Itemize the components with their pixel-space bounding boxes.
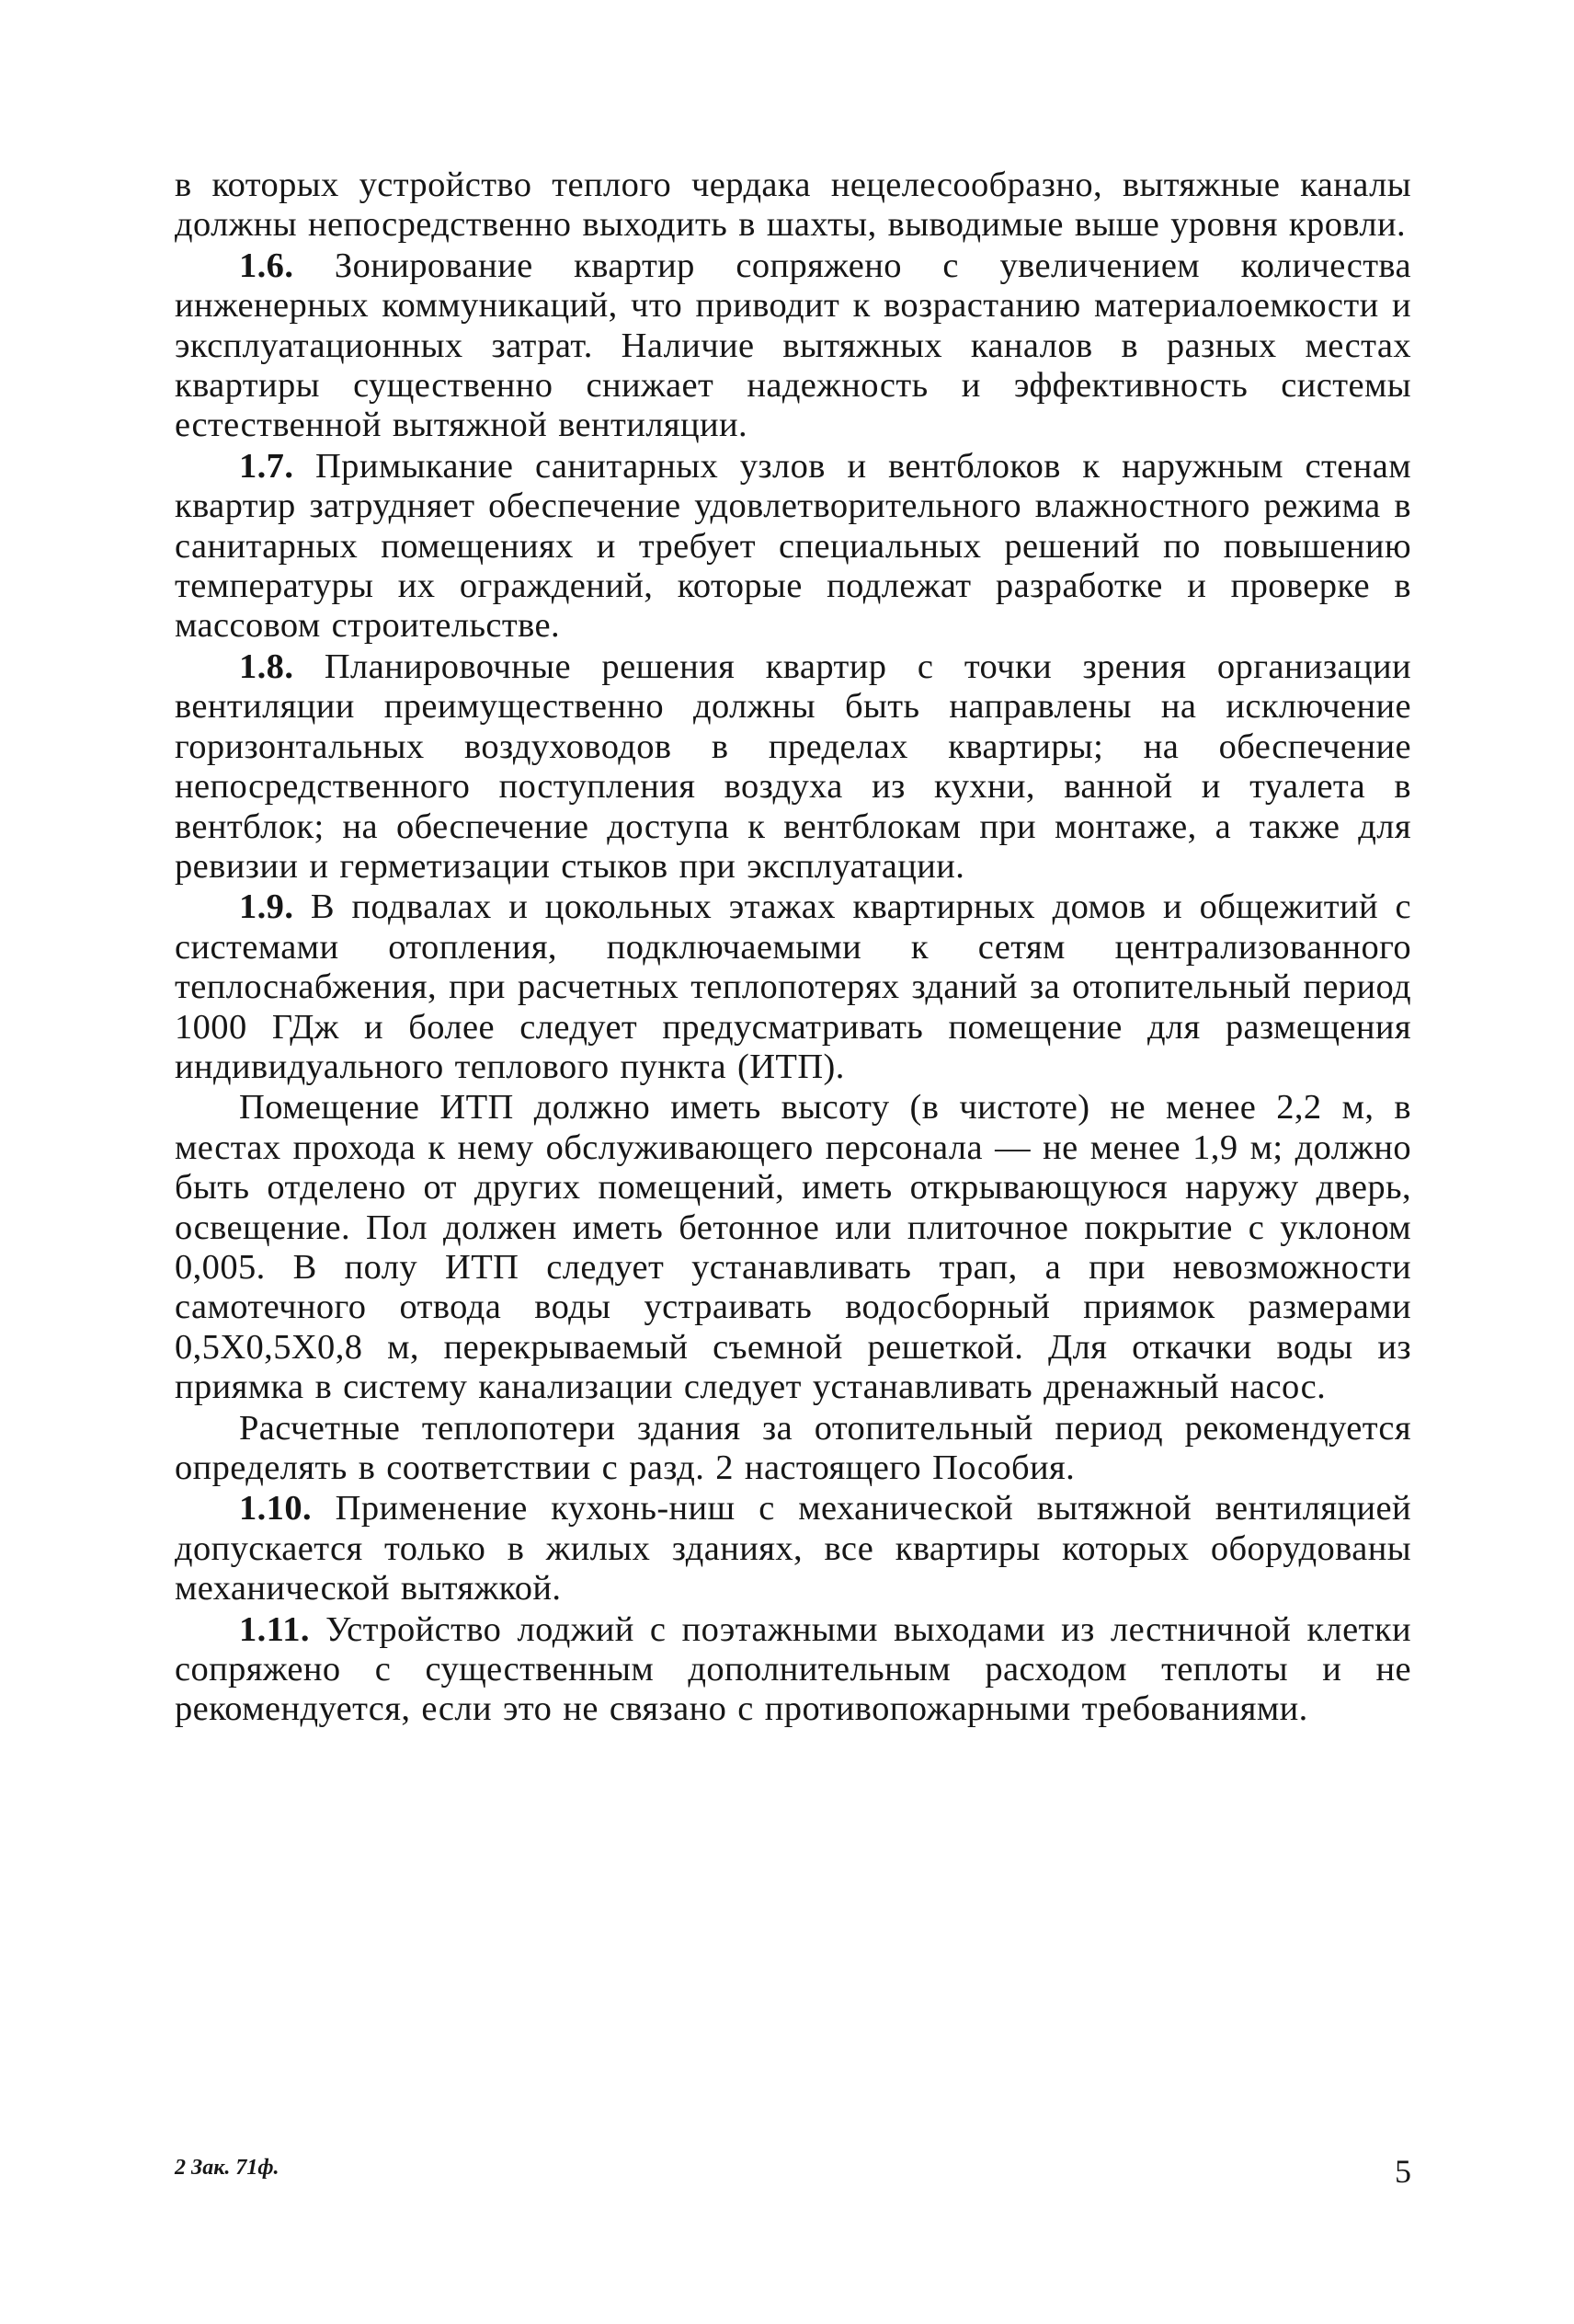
paragraph-number: 1.9. (239, 887, 294, 927)
paragraph-text: Применение кухонь-ниш с механической вытяжной вентиляцией допускается только в жилых зданиях, все квартиры которых оборудованы механической вытяжкой. (175, 1489, 1411, 1608)
page-footer (175, 2153, 1411, 2202)
paragraph-text: В подвалах и цокольных этажах квартирных домов и общежитий с системами отопления, подключаемыми к сетям централизованного теплоснабжения, при расчетных теплопотерях зданий за отопительный период 1000 ГДж и более следует предусматривать помещение для размещения индивидуального теплового пункта (ИТП). (175, 887, 1411, 1086)
paragraph-text: Планировочные решения квартир с точки зрения организации вентиляции преимущественно должны быть направлены на исключение горизонтальных воздуховодов в пределах квартиры; на обеспечение непосредственного поступления воздуха из кухни, ванной и туалета в вентблок; на обеспечение доступа к вентблокам при монтаже, а также для ревизии и герметизации стыков при эксплуатации. (175, 647, 1411, 886)
document-page (175, 166, 1411, 1731)
paragraph-number: 1.8. (239, 647, 294, 686)
print-order-signature: 2 Зак. 71ф. (175, 2156, 279, 2180)
paragraph-number: 1.7. (239, 446, 294, 486)
paragraph-1-10 (175, 1489, 1411, 1608)
paragraph-number: 1.10. (239, 1489, 312, 1528)
paragraph-1-9 (175, 887, 1411, 1087)
paragraph-1-7 (175, 447, 1411, 647)
paragraph-1-8 (175, 647, 1411, 887)
paragraph-heat-loss (175, 1409, 1411, 1489)
paragraph-text: Помещение ИТП должно иметь высоту (в чистоте) не менее 2,2 м, в местах прохода к нему обслуживающего персонала — не менее 1,9 м; должно быть отделено от других помещений, иметь открывающуюся наружу дверь, освещение. Пол должен иметь бетонное или плиточное покрытие с уклоном 0,005. В полу ИТП следует устанавливать трап, а при невозможности самотечного отвода воды устраивать водосборный приямок размерами 0,5X0,5X0,8 м, перекрываемый съемной решеткой. Для откачки воды из приямка в систему канализации следует устанавливать дренажный насос. (175, 1088, 1411, 1407)
paragraph-1-6 (175, 246, 1411, 446)
paragraph-number: 1.11. (239, 1609, 310, 1649)
paragraph-number: 1.6. (239, 246, 294, 285)
paragraph-text: Зонирование квартир сопряжено с увеличением количества инженерных коммуникаций, что приводит к возрастанию материалоемкости и эксплуатационных затрат. Наличие вытяжных каналов в разных местах квартиры существенно снижает надежность и эффективность системы естественной вытяжной вентиляции. (175, 246, 1411, 445)
paragraph-text: в которых устройство теплого чердака нецелесообразно, вытяжные каналы должны непосредственно выходить в шахты, выводимые выше уровня кровли. (175, 166, 1411, 245)
paragraph-text: Примыкание санитарных узлов и вентблоков к наружным стенам квартир затрудняет обеспечение удовлетворительного влажностного режима в санитарных помещениях и требует специальных решений по повышению температуры их ограждений, которые подлежат разработке и проверке в массовом строительстве. (175, 446, 1411, 646)
paragraph-1-11 (175, 1610, 1411, 1730)
paragraph-text: Устройство лоджий с поэтажными выходами из лестничной клетки сопряжено с существенным дополнительным расходом теплоты и не рекомендуется, если это не связано с противопожарными требованиями. (175, 1609, 1411, 1729)
paragraph-continuation (175, 166, 1411, 246)
page-number: 5 (1395, 2153, 1411, 2190)
paragraph-text: Расчетные теплопотери здания за отопительный период рекомендуется определять в соответствии с разд. 2 настоящего Пособия. (175, 1408, 1411, 1487)
paragraph-itp-room (175, 1088, 1411, 1407)
